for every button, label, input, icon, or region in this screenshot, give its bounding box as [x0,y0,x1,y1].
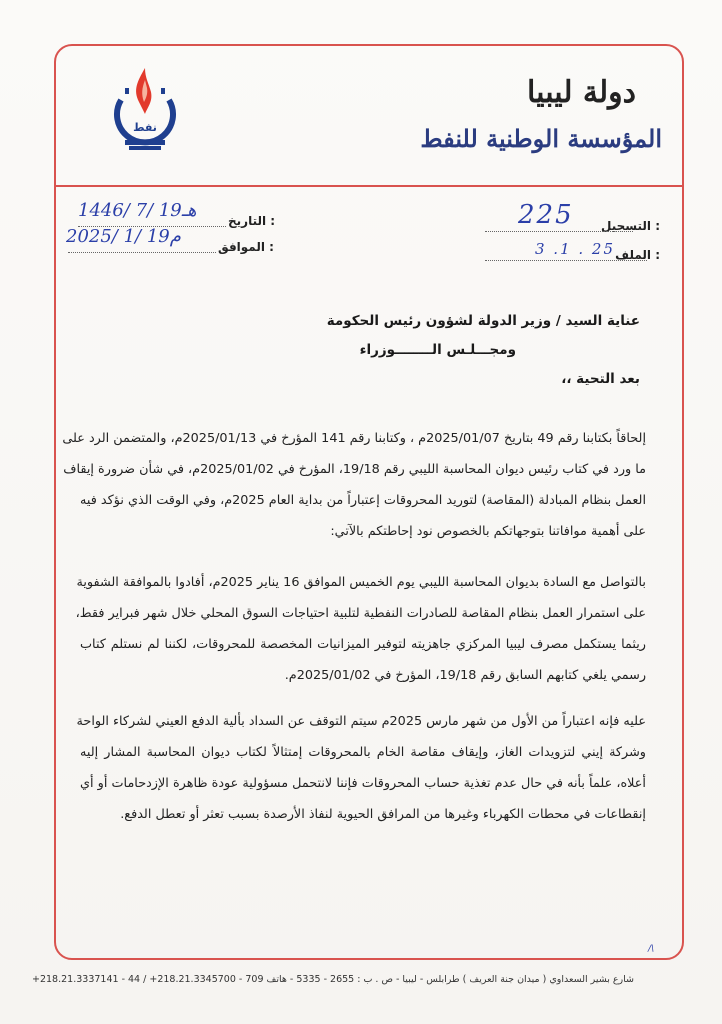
file-dots [485,260,647,261]
registration-value: 225 [518,200,574,230]
paragraph-2-line: على استمرار العمل بنظام المقاصة للصادرات النفطية لتلبية احتياجات السوق المحلي خلال شهر فبراير فقط، [75,606,646,621]
handwritten-initials: /\ [648,944,655,954]
greeting: بعد التحية ،، [561,371,640,387]
paragraph-1-line: إلحاقاً بكتابنا رقم 49 بتاريخ 2025/01/07م ، وكتابنا رقم 141 المؤرخ في 2025/01/13م، والمتضمن الرد على [62,431,646,446]
file-label: الملف : [615,248,660,262]
noc-logo-icon [103,60,187,160]
logo-text: نفط [133,121,157,134]
organization-title: المؤسسة الوطنية للنفط [420,124,662,153]
paragraph-3 [76,706,646,830]
corresponding-dots [68,252,216,253]
country-title: دولة ليبيا [527,75,636,110]
corresponding-value: 2025/ 1/ 19م [66,226,181,247]
paragraph-1-line: ما ورد في كتاب رئيس ديوان المحاسبة الليبي رقم 19/18، المؤرخ في 2025/01/02م، في شأن ضرورة إيقاف [63,462,646,477]
registration-dots [485,231,633,232]
paragraph-3-line: إنقطاعات في محطات الكهرباء وغيرها من المرافق الحيوية لنفاذ الأرصدة بسبب تعثر أو تعطل الدفع. [120,807,646,822]
corresponding-label: الموافق : [218,240,274,254]
paragraph-3-line: أعلاه، علماً بأنه في حال عدم تغذية حساب المحروقات فإننا لانتحمل مسؤولية عودة ظاهرة الإزدحامات أو أي [80,776,646,791]
paragraph-3-line: وشركة إيني لتزويدات الغاز، وإيقاف مقاصة الخام بالمحروقات إمتثالاً لكتاب ديوان المحاسبة المشار إليه [80,745,646,760]
paragraph-2-line: ريثما يستكمل مصرف ليبيا المركزي جاهزيته لتوفير الميزانيات المخصصة للمحروقات، لكننا لم نستلم كتاب [80,637,646,652]
date-value: 1446/ 7/ 19هـ [78,200,197,221]
addressee-line-1: عناية السيد / وزير الدولة لشؤون رئيس الحكومة [326,313,640,329]
addressee-line-2: ومجـــلـس الــــــــوزراء [359,342,516,358]
footer-address: شارع بشير السعداوي ( ميدان جنة العريف ) طرابلس - ليبيا - ص . ب : 2655 - 5335 - هاتف 709 - 218.21.3345700+ / 44 - 218.21.3337141+ [32,974,634,985]
date-label: التاريخ : [228,214,276,228]
paragraph-2 [75,567,646,691]
paragraph-1 [62,423,646,547]
paragraph-1-line: العمل بنظام المبادلة (المقاصة) لتوريد المحروقات إعتباراً من بداية العام 2025م، وفي الوقت الذي نؤكد فيه [80,493,646,508]
file-value: 3 .1 . 25 [535,240,616,258]
header-divider [56,185,682,187]
paragraph-2-line: بالتواصل مع السادة بديوان المحاسبة الليبي يوم الخميس الموافق 16 يناير 2025م، أفادوا بالموافقة الشفوية [76,575,646,590]
paragraph-1-line: على أهمية موافاتنا بتوجهاتكم بالخصوص نود إحاطتكم بالآتي: [330,524,646,539]
paragraph-3-line: عليه فإنه اعتباراً من الأول من شهر مارس 2025م سيتم التوقف عن السداد بألية الدفع العيني لشركاء الواحة [76,714,646,729]
registration-label: التسجيل : [601,219,660,233]
paragraph-2-line: رسمي يلغي كتابهم السابق رقم 19/18، المؤرخ في 2025/01/02م. [284,668,646,683]
